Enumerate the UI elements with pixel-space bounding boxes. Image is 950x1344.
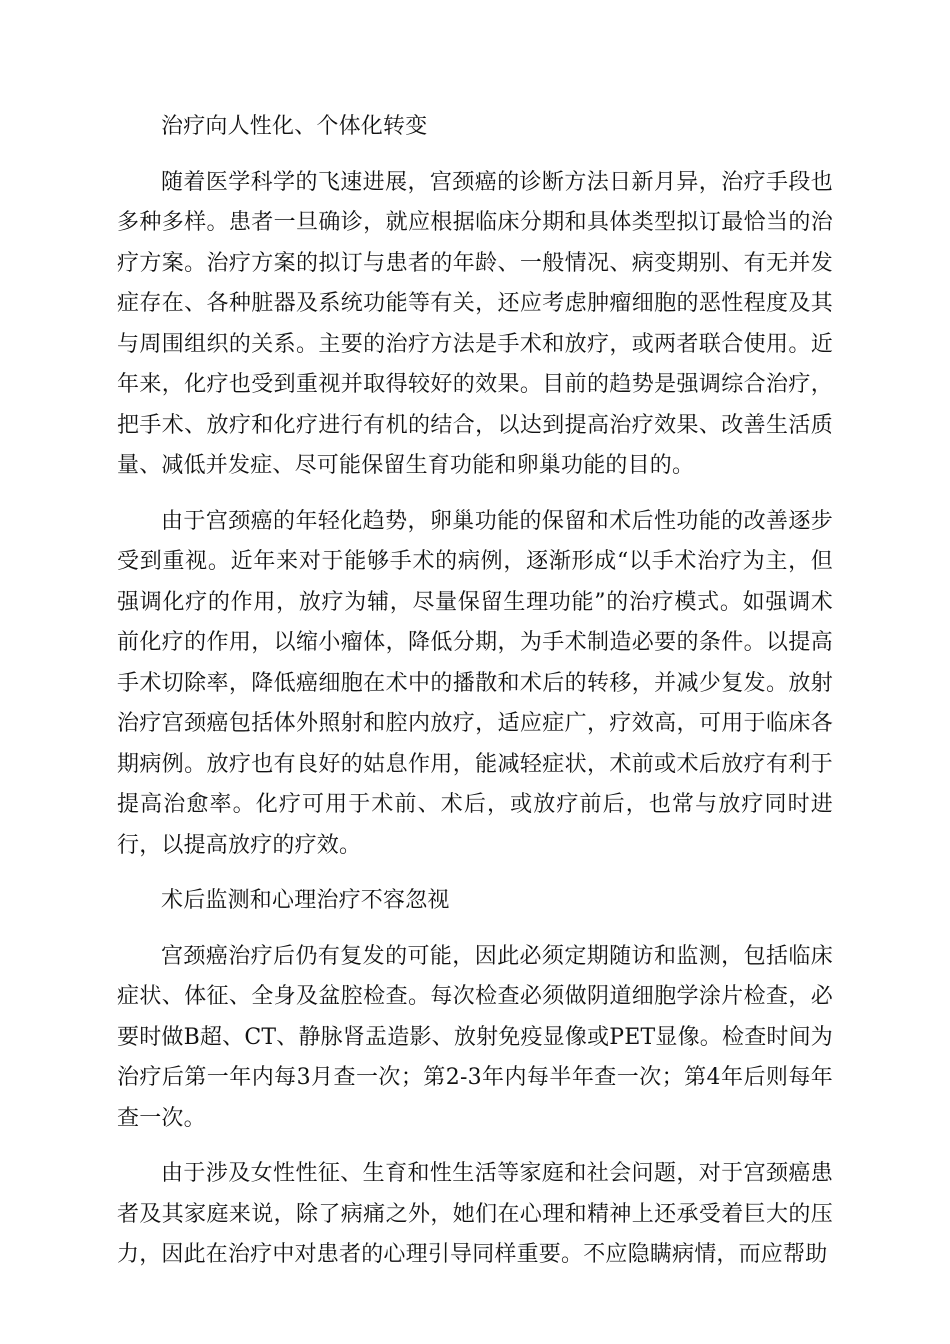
paragraph-follow-up: 宫颈癌治疗后仍有复发的可能，因此必须定期随访和监测，包括临床症状、体征、全身及盆腔检查。每次检查必须做阴道细胞学涂片检查，必要时做B超、CT、静脉肾盂造影、放射免疫显像或PET显像。检查时间为治疗后第一年内每3月查一次；第2-3年内每半年查一次；第4年后则每年查一次。 [117,943,834,1131]
paragraph-psychological-care: 由于涉及女性性征、生育和性生活等家庭和社会问题，对于宫颈癌患者及其家庭来说，除了病痛之外，她们在心理和精神上还承受着巨大的压力，因此在治疗中对患者的心理引导同样重要。不应隐瞒病情，而应帮助 [117,1161,833,1267]
document-page [117,107,833,1291]
section-heading-monitoring: 术后监测和心理治疗不容忽视 [161,888,450,913]
paragraph-treatment-progress: 随着医学科学的飞速进展，宫颈癌的诊断方法日新月异，治疗手段也多种多样。患者一旦确诊，就应根据临床分期和具体类型拟订最恰当的治疗方案。治疗方案的拟订与患者的年龄、一般情况、病变期别、有无并发症存在、各种脏器及系统功能等有关，还应考虑肿瘤细胞的恶性程度及其与周围组织的关系。主要的治疗方法是手术和放疗，或两者联合使用。近年来，化疗也受到重视并取得较好的效果。目前的趋势是强调综合治疗，把手术、放疗和化疗进行有机的结合，以达到提高治疗效果、改善生活质量、减低并发症、尽可能保留生育功能和卵巢功能的目的。 [117,169,833,478]
paragraph-fertility-preservation: 由于宫颈癌的年轻化趋势，卵巢功能的保留和术后性功能的改善逐步受到重视。近年来对于能够手术的病例，逐渐形成“以手术治疗为主，但强调化疗的作用，放疗为辅，尽量保留生理功能”的治疗模式。如强调术前化疗的作用，以缩小瘤体，降低分期，为手术制造必要的条件。以提高手术切除率，降低癌细胞在术中的播散和术后的转移，并减少复发。放射治疗宫颈癌包括体外照射和腔内放疗，适应症广，疗效高，可用于临床各期病例。放疗也有良好的姑息作用，能减轻症状，术前或术后放疗有利于提高治愈率。化疗可用于术前、术后，或放疗前后，也常与放疗同时进行，以提高放疗的疗效。 [117,508,833,858]
section-heading-treatment: 治疗向人性化、个体化转变 [161,114,428,139]
